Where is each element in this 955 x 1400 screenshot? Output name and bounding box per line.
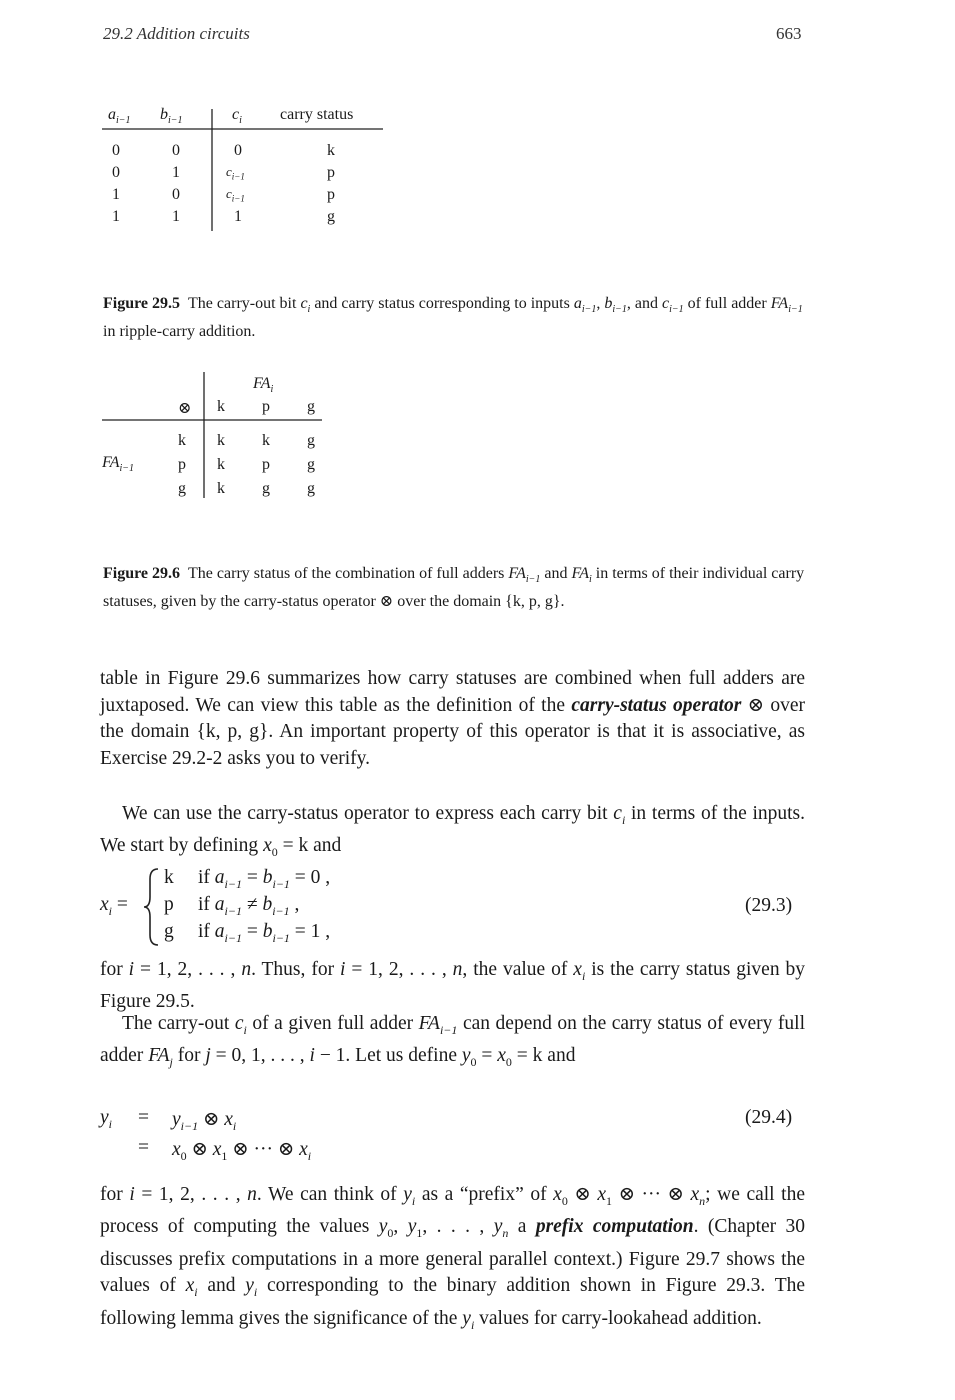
cell: 1: [112, 208, 120, 225]
row-label: $FA_{i-1}$: [102, 454, 135, 475]
case-condition: if $a_{i-1} = b_{i-1} = 0$ ,: [198, 867, 331, 891]
equation-29-3: $x_i$ = k if $a_{i-1} = b_{i-1} = 0$ , p if $a_{i-1} \ne b_{i-1}$ , g if $a_{i-1} = b_{i-1} = 1$ , (29.3): [100, 867, 805, 947]
cell: 0: [172, 142, 180, 159]
top-label: $FA_i$: [253, 375, 274, 396]
case-value: p: [164, 894, 174, 915]
paragraph: for i = 1, 2, . . . , n. Thus, for i = 1, 2, . . . , n, the value of $x_i$ is the carry status given by Figure 29.5.: [100, 959, 806, 1013]
case-value: k: [164, 867, 174, 888]
col-head: k: [217, 398, 225, 415]
case-condition: if $a_{i-1} \ne b_{i-1}$ ,: [198, 894, 300, 918]
cell: $c_{i-1}$: [226, 164, 245, 182]
cell: k: [217, 432, 225, 449]
paragraph: We can use the carry-status operator to express each carry bit $c_i$ in terms of the inputs. We start by defining $x_0 = k$ and: [100, 803, 806, 860]
col-head-status: carry status: [280, 106, 354, 123]
cell: 1: [172, 164, 180, 181]
paragraph: table in Figure 29.6 summarizes how carry statuses are combined when full adders are juxtaposed. We can view this table as the definition of the carry-status operator ⊗ over the domain {k, p, g}. An important property of this operator is that it is associative, as Exercise 29.2-2 asks you to verify.: [100, 668, 806, 769]
case-value: g: [164, 921, 174, 942]
equation-number: (29.3): [745, 895, 793, 916]
cell: k: [327, 142, 335, 159]
paragraph: The carry-out $c_i$ of a given full adder $FA_{i-1}$ can depend on the carry status of every full adder $FA_j$ for j = 0, 1, . . . , i − 1. Let us define $y_0 = x_0 = k$ and: [100, 1013, 805, 1070]
caption-label: Figure 29.5: [103, 295, 181, 312]
term: carry-status operator: [571, 694, 742, 716]
paragraph: for i = 1, 2, . . . , n. We can think of $y_i$ as a “prefix” of $x_0$ ⊗ $x_1$ ⊗ ··· ⊗ $x_n$; we call the process of computing the values $y_0$, $y_1$, . . . , $y_n$ a prefix computation. (Chapter 30 discusses prefix computations in a more general parallel context.) Figure 29.7 shows the values of $x_i$ and $y_i$ corresponding to the binary addition shown in Figure 29.3. The following lemma gives the significance of the $y_i$ values for carry-lookahead addition.: [100, 1184, 806, 1332]
col-head: p: [262, 398, 270, 415]
cell: 0: [172, 186, 180, 203]
cell: p: [262, 456, 270, 473]
equation-29-4: $y_i$ = $y_{i-1}$ ⊗ $x_i$ = $x_0$ ⊗ $x_1$ ⊗ ··· ⊗ $x_i$ (29.4): [100, 1107, 793, 1163]
cell: g: [262, 480, 270, 497]
row-head: k: [178, 432, 186, 449]
cell: k: [262, 432, 270, 449]
cell: 0: [112, 142, 120, 159]
cell: k: [217, 480, 225, 497]
row-head: p: [178, 456, 186, 473]
col-head-b: $b_{i-1}$: [160, 106, 183, 127]
term: prefix computation: [535, 1216, 694, 1238]
cell: g: [307, 456, 315, 473]
equation-number: (29.4): [745, 1107, 793, 1128]
brace-icon: [142, 867, 162, 947]
cell: g: [307, 480, 315, 497]
page-number: 663: [776, 24, 802, 43]
cell: 1: [234, 208, 242, 225]
cell: p: [327, 186, 335, 203]
cell: 1: [172, 208, 180, 225]
table-29-6: [100, 370, 340, 505]
figure-29-5-caption: Figure 29.5 The carry-out bit $c_i$ and carry status corresponding to inputs $a_{i-1}$, $b_{i-1}$, and $c_{i-1}$ of full adder $FA_{i-1}$ in ripple-carry addition.: [103, 295, 803, 341]
cell: p: [327, 164, 335, 181]
caption-label: Figure 29.6: [103, 565, 181, 582]
cell: $c_{i-1}$: [226, 186, 245, 204]
cell: 0: [234, 142, 242, 159]
cell: 1: [112, 186, 120, 203]
col-head: g: [307, 398, 315, 415]
running-header: 29.2 Addition circuits: [103, 24, 250, 43]
col-head-c: $c_i$: [232, 106, 242, 127]
case-condition: if $a_{i-1} = b_{i-1} = 1$ ,: [198, 921, 331, 945]
operator-symbol: ⊗: [178, 400, 192, 417]
row-head: g: [178, 480, 186, 497]
cell: g: [307, 432, 315, 449]
cell: 0: [112, 164, 120, 181]
table-29-5-rules: [100, 105, 390, 235]
cell: g: [327, 208, 335, 225]
col-head-a: $a_{i-1}$: [108, 106, 131, 127]
cell: k: [217, 456, 225, 473]
figure-29-6-caption: Figure 29.6 The carry status of the combination of full adders $FA_{i-1}$ and $FA_i$ in terms of their individual carry statuses, given by the carry-status operator ⊗ over the domain {k, p, g}.: [103, 565, 805, 611]
